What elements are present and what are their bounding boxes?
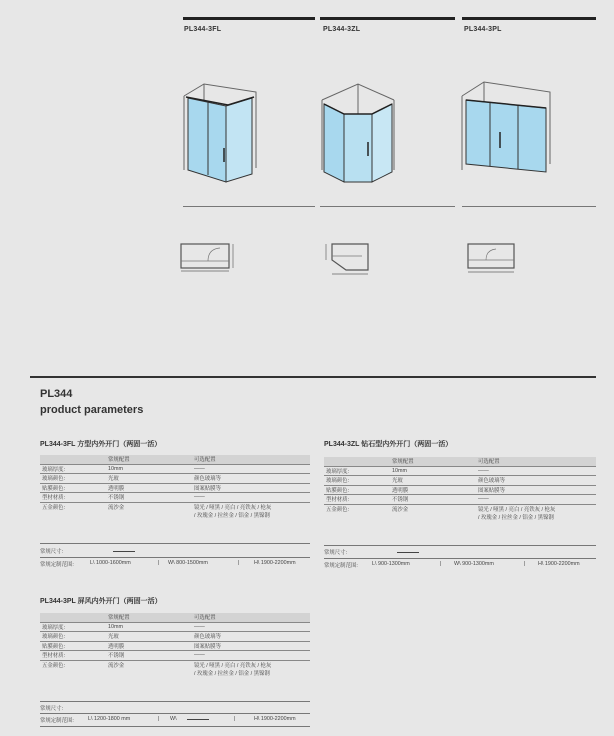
custom-range-L: L\ 1200-1800 mm <box>88 716 131 722</box>
divider <box>324 558 596 559</box>
product-header-line <box>462 17 596 20</box>
custom-range-W: W\ 800-1500mm <box>168 560 208 566</box>
separator: | <box>524 561 526 567</box>
divider <box>40 701 310 702</box>
divider <box>40 726 310 727</box>
divider <box>462 206 596 207</box>
spec-table: 常规配置 可选配置 玻璃厚度: 10mm —— 玻璃颜色: 光玻 颜色玻璃等 贴膜颜色: 透明膜 图案贴膜等 型材材质: 不锈钢 —— 五金颜色: 流沙金 镜光 / 哑黑 / 亮白 / 亮铁灰 / 枪灰 / 玫瑰金 / 拉丝金 / 铝金 / 黑镍钢 <box>40 455 310 520</box>
divider <box>40 713 310 714</box>
parameters-title: product parameters <box>40 404 144 416</box>
diamond-enclosure-icon <box>318 82 398 186</box>
size-dash <box>397 552 419 553</box>
custom-range-L: L\ 1000-1600mm <box>90 560 131 566</box>
square-enclosure-icon <box>180 82 260 186</box>
diamond-plan-icon <box>322 240 374 276</box>
separator: | <box>158 560 160 566</box>
section-title: PL344-3PL 屏风内外开门（两固一活） <box>40 598 162 605</box>
separator: | <box>440 561 442 567</box>
separator: | <box>234 716 236 722</box>
custom-range-H: H\ 1900-2200mm <box>254 560 296 566</box>
product-model-label: PL344-3ZL <box>323 26 361 33</box>
custom-range-W: W\ <box>170 716 177 722</box>
divider <box>183 206 315 207</box>
custom-range-L: L\ 900-1300mm <box>372 561 410 567</box>
product-header-line <box>183 17 315 20</box>
size-label: 常规尺寸: <box>324 550 348 556</box>
series-title: PL344 <box>40 388 73 400</box>
product-model-label: PL344-3PL <box>464 26 502 33</box>
custom-range-H: H\ 1900-2200mm <box>254 716 296 722</box>
custom-range-label: 常规定制范围: <box>40 562 74 568</box>
separator: | <box>238 560 240 566</box>
spec-table: 常规配置 可选配置 玻璃厚度: 10mm —— 玻璃颜色: 光玻 颜色玻璃等 贴膜颜色: 透明膜 图案贴膜等 型材材质: 不锈钢 —— 五金颜色: 流沙金 镜光 / 哑黑 / 亮白 / 亮铁灰 / 枪灰 / 玫瑰金 / 拉丝金 / 铝金 / 黑镍钢 <box>324 457 596 522</box>
square-plan-icon <box>178 240 238 274</box>
section-rule <box>30 376 596 378</box>
custom-range-label: 常规定制范围: <box>40 718 74 724</box>
custom-range-W: W\ 900-1300mm <box>454 561 494 567</box>
size-label: 常规尺寸: <box>40 549 64 555</box>
divider <box>320 206 455 207</box>
divider <box>324 545 596 546</box>
size-label: 常规尺寸: <box>40 706 64 712</box>
size-dash <box>113 551 135 552</box>
width-dash <box>187 719 209 720</box>
spec-table: 常规配置 可选配置 玻璃厚度: 10mm —— 玻璃颜色: 光玻 颜色玻璃等 贴膜颜色: 透明膜 图案贴膜等 型材材质: 不锈钢 —— 五金颜色: 流沙金 镜光 / 哑黑 / 亮白 / 亮铁灰 / 枪灰 / 玫瑰金 / 拉丝金 / 铝金 / 黑镍钢 <box>40 613 310 678</box>
custom-range-H: H\ 1900-2200mm <box>538 561 580 567</box>
custom-range-label: 常规定制范围: <box>324 563 358 569</box>
divider <box>40 543 310 544</box>
screen-plan-icon <box>464 240 520 276</box>
section-title: PL344-3ZL 钻石型内外开门（两固一活） <box>324 441 453 448</box>
product-header-line <box>320 17 455 20</box>
divider <box>40 557 310 558</box>
product-model-label: PL344-3FL <box>184 26 222 33</box>
screen-enclosure-icon <box>460 78 552 182</box>
section-title: PL344-3FL 方型内外开门（两固一活） <box>40 441 162 448</box>
separator: | <box>158 716 160 722</box>
